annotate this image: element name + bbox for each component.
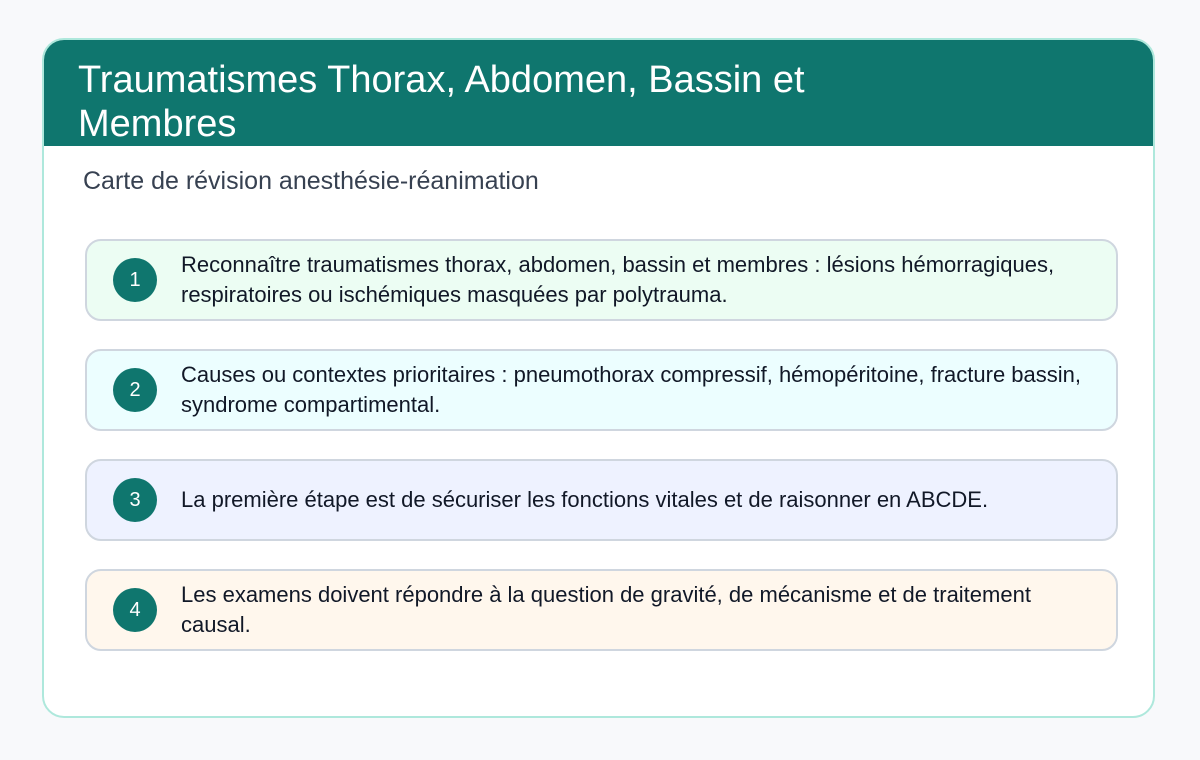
item-text: Reconnaître traumatismes thorax, abdomen, bassin et membres : lésions hémorragiques, respiratoires ou ischémiques masquées par polytrauma. bbox=[181, 252, 1055, 307]
item-number-badge: 1 bbox=[113, 258, 157, 302]
item-number-badge: 3 bbox=[113, 478, 157, 522]
list-item bbox=[85, 569, 1118, 651]
list-item bbox=[85, 349, 1118, 431]
list-item bbox=[85, 459, 1118, 541]
revision-card bbox=[42, 38, 1155, 718]
item-number-badge: 2 bbox=[113, 368, 157, 412]
item-text: Causes ou contextes prioritaires : pneumothorax compressif, hémopéritoine, fracture bassin, syndrome compartimental. bbox=[181, 362, 1081, 417]
list-item bbox=[85, 239, 1118, 321]
card-subtitle: Carte de révision anesthésie-réanimation bbox=[83, 167, 539, 195]
card-header bbox=[42, 38, 1155, 146]
item-number-badge: 4 bbox=[113, 588, 157, 632]
item-text: Les examens doivent répondre à la question de gravité, de mécanisme et de traitement causal. bbox=[181, 582, 1031, 637]
key-points-list bbox=[85, 239, 1118, 679]
card-title: Traumatismes Thorax, Abdomen, Bassin et Membres bbox=[78, 59, 805, 145]
item-text: La première étape est de sécuriser les fonctions vitales et de raisonner en ABCDE. bbox=[181, 487, 989, 512]
